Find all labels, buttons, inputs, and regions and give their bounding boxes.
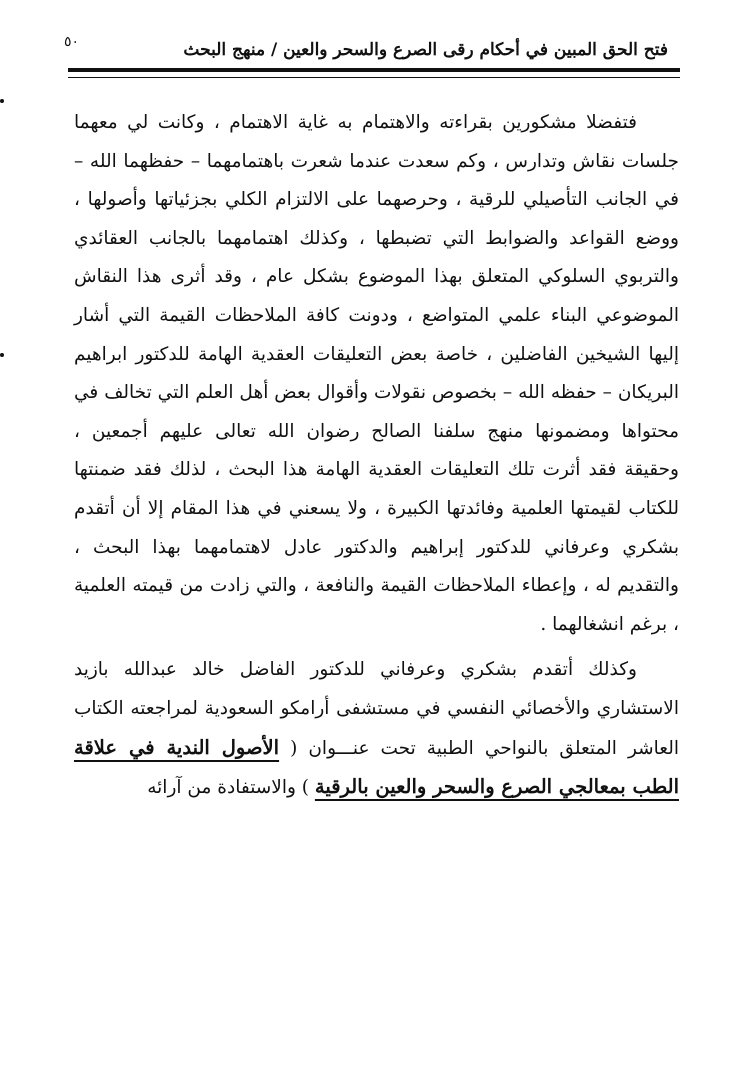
margin-mark: [0, 353, 4, 357]
paragraph: فتفضلا مشكورين بقراءته والاهتمام به غاية الاهتمام ، وكانت لي معهما جلسات نقاش وتدارس ، وكم سعدت عندما شعرت باهتمامهما – حفظهما الله – في الجانب التأصيلي للرقية ، وحرصهما على الالتزام الكلي بجزئياتها وأصولها ، ووضع القواعد والضوابط التي تضبطها ، وكذلك اهتمامهما بالجانب العقائدي والتربوي السلوكي المتعلق بهذا الموضوع بشكل عام ، وقد أثرى هذا النقاش الموضوعي البناء علمي المتواضع ، ودونت كافة الملاحظات القيمة التي أشار إليها الشيخين الفاضلين ، خاصة بعض التعليقات العقدية الهامة للدكتور ابراهيم البريكان – حفظه الله – بخصوص نقولات وأقوال بعض أهل العلم التي تخالف في محتواها ومضمونها منهج سلفنا الصالح رضوان الله تعالى عليهم أجمعين ، وحقيقة فقد أثرت تلك التعليقات العقدية الهامة هذا البحث ، لذلك فقد ضمنتها للكتاب لقيمتها العلمية وفائدتها الكبيرة ، ولا يسعني في هذا المقام إلا أن أتقدم بشكري وعرفاني للدكتور إبراهيم والدكتور عادل لاهتمامهما بهذا البحث ، والتقديم له ، وإعطاء الملاحظات القيمة والنافعة ، والتي زادت من قيمته العلمية ، برغم انشغالهما .: [74, 112, 679, 635]
paragraph-text: وكذلك أتقدم بشكري وعرفاني للدكتور الفاضل خالد عبدالله بازيد الاستشاري والأخصائي النفسي في مستشفى أرامكو السعودية لمراجعته الكتاب العاشر المتعلق بالنواحي الطبية تحت عنـــوان (: [74, 659, 679, 759]
page-number: ٥٠: [64, 34, 80, 50]
header-rule-thin: [68, 77, 680, 78]
book-title: الأصول الندية في علاقة الطب بمعالجي الصرع والسحر والعين بالرقية: [74, 735, 679, 799]
running-header: فتح الحق المبين في أحكام رقى الصرع والسحر والعين / منهج البحث: [183, 40, 668, 60]
paragraph-text: ) والاستفادة من آرائه: [147, 777, 315, 799]
header-rule-thick: [68, 68, 680, 72]
paragraph: [74, 651, 679, 807]
body-text: [74, 104, 679, 808]
margin-mark: [0, 99, 4, 103]
